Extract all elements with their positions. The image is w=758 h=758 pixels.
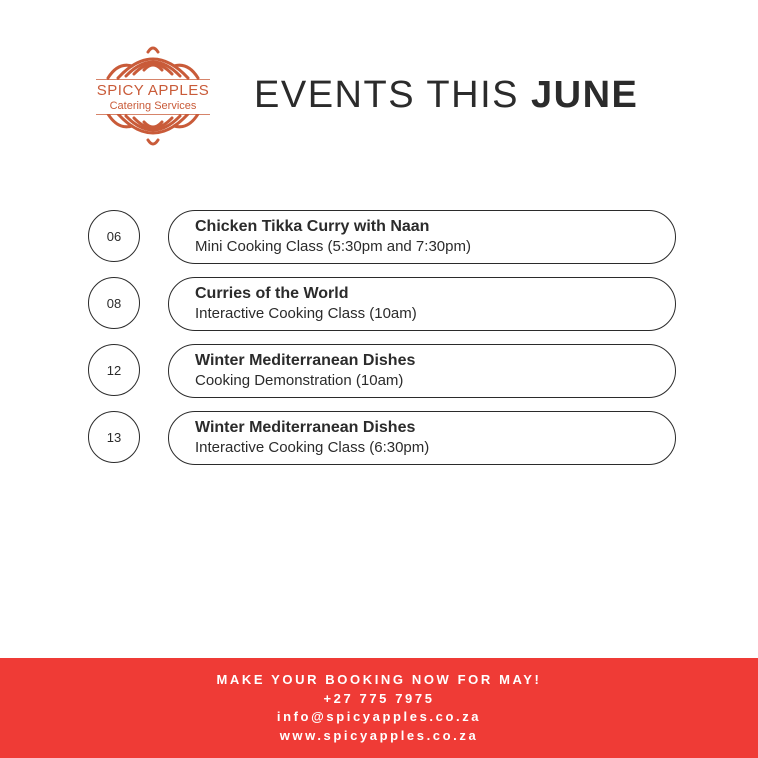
event-date-badge: 13: [88, 411, 140, 463]
event-detail: Mini Cooking Class (5:30pm and 7:30pm): [195, 238, 471, 255]
title-month: JUNE: [531, 74, 639, 116]
title-prefix: EVENTS THIS: [254, 74, 532, 116]
event-title: Chicken Tikka Curry with Naan: [195, 218, 430, 235]
event-item: [88, 210, 678, 265]
page-title: [254, 74, 638, 117]
event-date-badge: 08: [88, 277, 140, 329]
booking-call-to-action: MAKE YOUR BOOKING NOW FOR MAY!: [216, 672, 542, 687]
event-detail: Interactive Cooking Class (6:30pm): [195, 439, 430, 456]
website-link[interactable]: www.spicyapples.co.za: [279, 727, 479, 743]
event-card: [168, 277, 676, 331]
phone-number[interactable]: +27 775 7975: [323, 690, 435, 706]
brand-name: SPICY APPLES: [96, 82, 210, 99]
booking-footer: [0, 658, 758, 758]
event-card: [168, 210, 676, 264]
event-title: Winter Mediterranean Dishes: [195, 419, 416, 436]
event-card: [168, 344, 676, 398]
event-detail: Interactive Cooking Class (10am): [195, 305, 417, 322]
event-item: [88, 344, 678, 399]
event-detail: Cooking Demonstration (10am): [195, 372, 404, 389]
brand-subtitle: Catering Services: [109, 100, 197, 112]
email-link[interactable]: info@spicyapples.co.za: [276, 709, 482, 724]
event-title: Winter Mediterranean Dishes: [195, 352, 416, 369]
event-title: Curries of the World: [195, 285, 349, 302]
event-card: [168, 411, 676, 465]
brand-logo: [88, 40, 218, 152]
event-item: [88, 277, 678, 332]
event-date-badge: 12: [88, 344, 140, 396]
event-date-badge: 06: [88, 210, 140, 262]
events-list: [88, 210, 678, 478]
event-item: [88, 411, 678, 466]
